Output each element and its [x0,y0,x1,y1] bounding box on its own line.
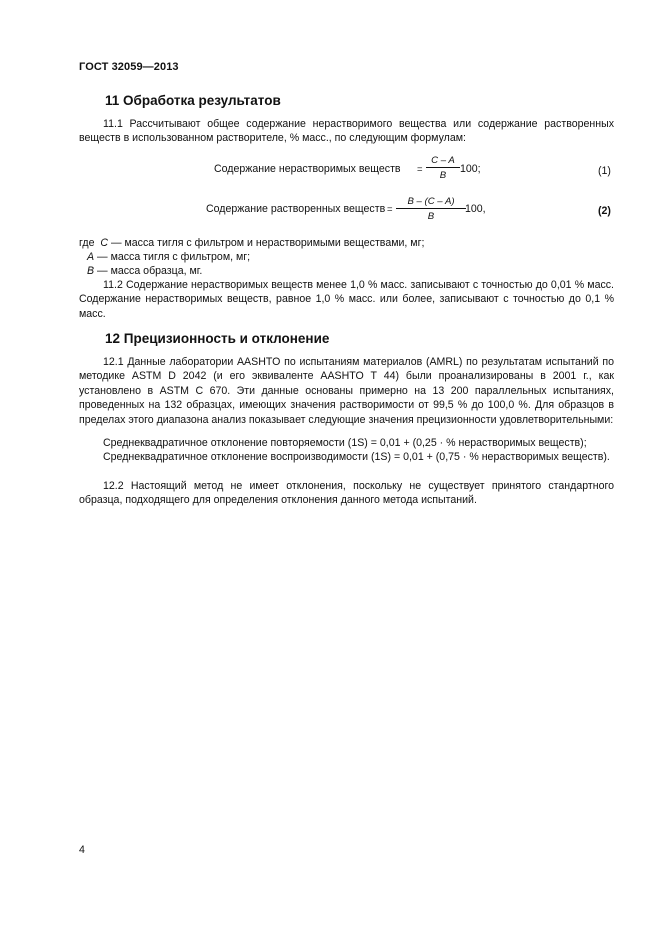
definition-c [79,236,424,250]
formula-2-label: Содержание растворенных веществ [206,203,386,215]
symbol-a: A [87,251,95,263]
where-prefix: где [79,237,95,249]
section-11-title: 11 Обработка результатов [105,93,281,108]
formula-1-label: Содержание нерастворимых веществ [214,163,401,175]
paragraph-12-1: 12.1 Данные лаборатории AASHTO по испытаниям материалов (AMRL) по результатам испытаний по методике ASTM D 2042 (и его эквиваленте AASHTO T 44) были проанализированы в 2001 г., как установлено в ASTM C 670. Эти данные основаны примерно на 13 200 параллельных испытаниях, проведенных на 132 образцах, имеющих значения растворимости от 99,5 % до 100,0 %. Для образцов в пределах этого диапазона анализ показывает следующие значения прецизионности удовлетворительными: [79,356,614,426]
formula-1-equals: = [417,164,423,175]
symbol-b: B [87,265,95,277]
paragraph-repeatability: Среднеквадратичное отклонение повторяемости (1S) = 0,01 + (0,25 · % нерастворимых веществ); [103,437,587,449]
formula-2-equals: = [387,204,393,215]
formula-2-number: (2) [598,205,611,217]
paragraph-12-2: 12.2 Настоящий метод не имеет отклонения, поскольку не существует принятого стандартного образца, подходящего для определения отклонения данного метода испытаний. [79,480,614,507]
paragraph-11-2: 11.2 Содержание нерастворимых веществ менее 1,0 % масс. записывают с точностью до 0,01 % масс. Содержание нерастворимых веществ, равное 1,0 % масс. или более, записывают с точностью до 0,1 % масс. [79,279,614,320]
formula-2-numerator: B – (C – A) [396,196,466,209]
formula-2-tail: 100, [465,203,486,215]
symbol-c: C [100,237,109,249]
page-number: 4 [79,844,85,856]
paragraph-reproducibility: Среднеквадратичное отклонение воспроизводимости (1S) = 0,01 + (0,75 · % нерастворимых веществ). [103,451,610,463]
definition-b-text: — масса образца, мг. [97,265,203,277]
section-12-title: 12 Прецизионность и отклонение [105,331,330,346]
definition-b [87,264,202,278]
document-header: ГОСТ 32059—2013 [79,61,179,73]
definition-a [87,250,250,264]
formula-1-denominator: B [439,170,447,181]
definition-c-text: — масса тигля с фильтром и нерастворимыми веществами, мг; [110,237,425,249]
formula-2-fraction [396,196,466,222]
formula-2-denominator: B [427,211,435,222]
definition-a-text: — масса тигля с фильтром, мг; [97,251,251,263]
formula-1-fraction [426,155,460,181]
formula-1-number: (1) [598,165,611,177]
paragraph-11-1: 11.1 Рассчитывают общее содержание нерастворимого вещества или содержание растворенных веществ в использованном растворителе, % масс., по следующим формулам: [79,118,614,145]
formula-1-tail: 100; [460,163,481,175]
formula-1-numerator: C – A [426,155,460,168]
